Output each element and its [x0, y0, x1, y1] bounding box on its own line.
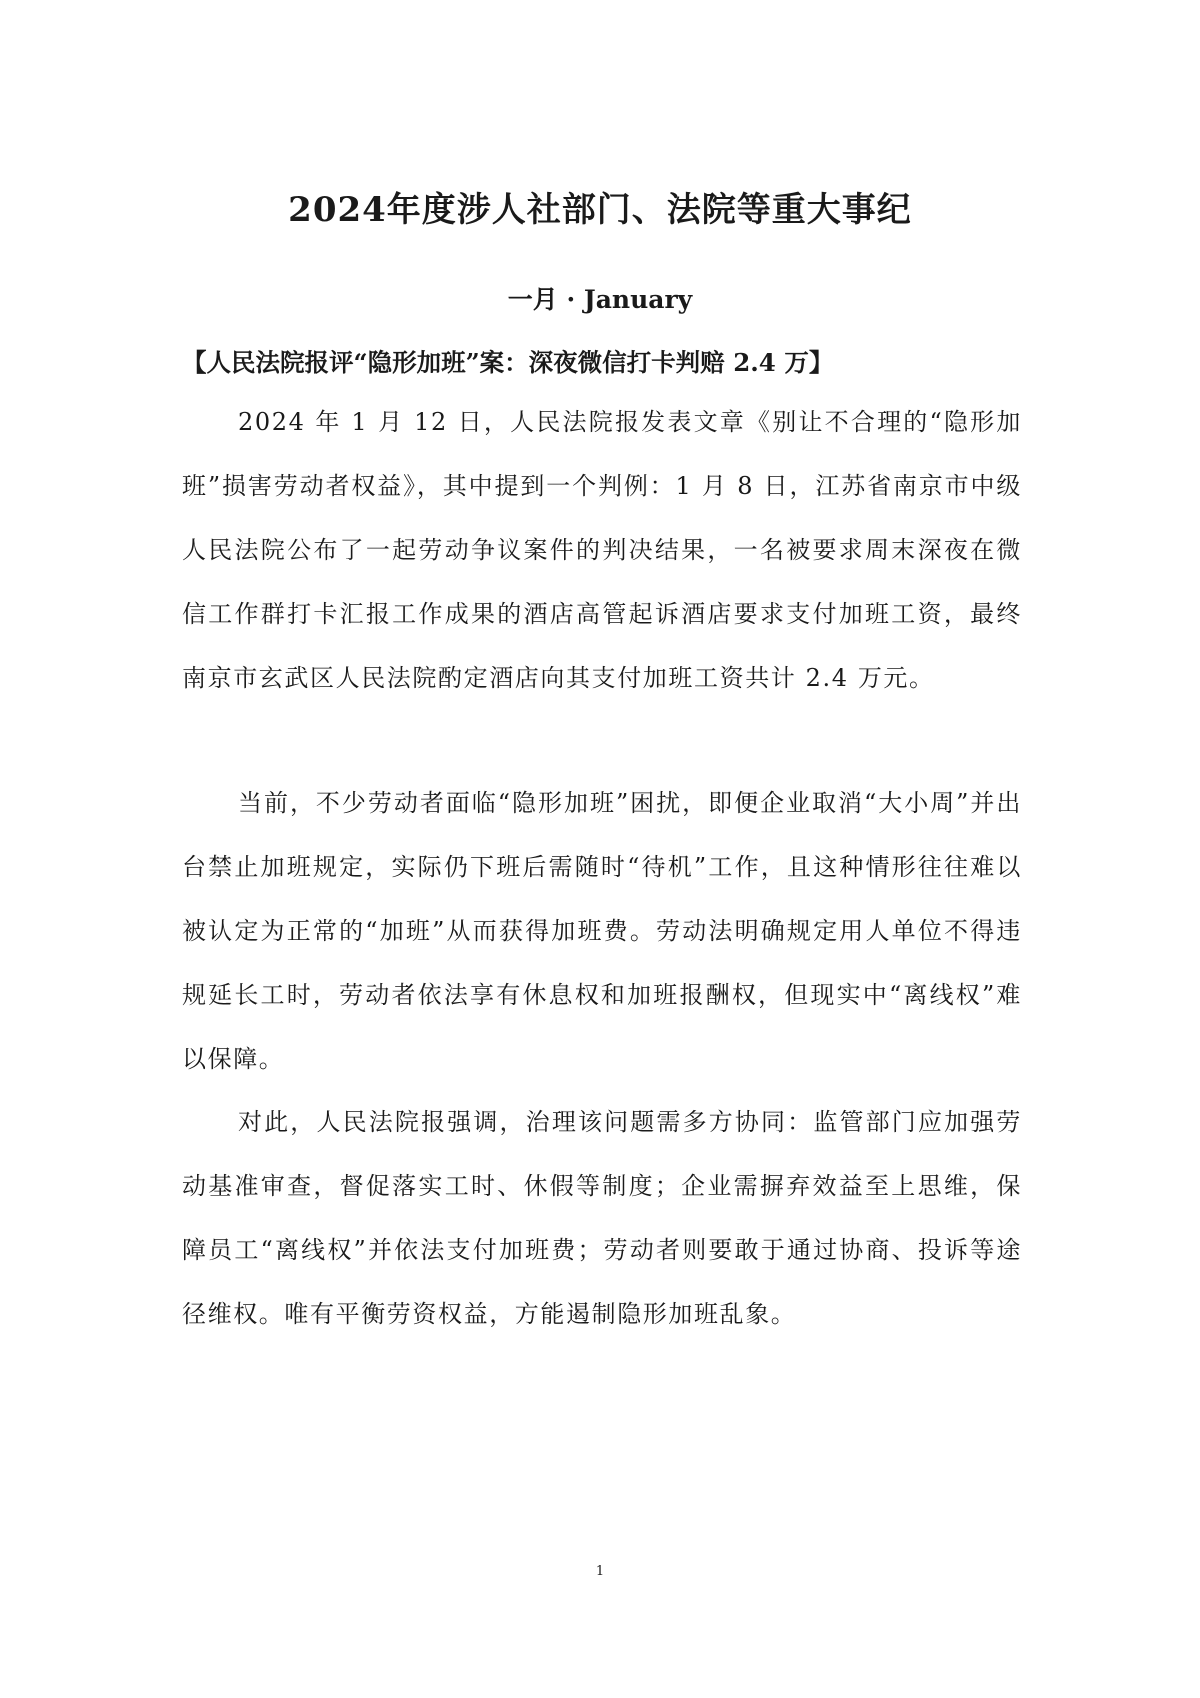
paragraph-2: 当前，不少劳动者面临“隐形加班”困扰，即便企业取消“大小周”并出台禁止加班规定，实际仍下班后需随时“待机”工作，且这种情形往往难以被认定为正常的“加班”从而获得加班费。劳动法明确规定用人单位不得违规延长工时，劳动者依法享有休息权和加班报酬权，但现实中“离线权”难以保障。 [182, 789, 1022, 1073]
paragraph-3: 对此，人民法院报强调，治理该问题需多方协同：监管部门应加强劳动基准审查，督促落实工时、休假等制度；企业需摒弃效益至上思维，保障员工“离线权”并依法支付加班费；劳动者则要敢于通过协商、投诉等途径维权。唯有平衡劳资权益，方能遏制隐形加班乱象。 [182, 1108, 1022, 1328]
paragraph-1: 2024 年 1 月 12 日，人民法院报发表文章《别让不合理的“隐形加班”损害劳动者权益》，其中提到一个判例：1 月 8 日，江苏省南京市中级人民法院公布了一起劳动争议案件的判决结果，一名被要求周末深夜在微信工作群打卡汇报工作成果的酒店高管起诉酒店要求支付加班工资，最终南京市玄武区人民法院酌定酒店向其支付加班工资共计 2.4 万元。 [182, 408, 1022, 692]
article-heading: 【人民法院报评“隐形加班”案：深夜微信打卡判赔 2.4 万】 [182, 348, 834, 377]
document-title: 2024年度涉人社部门、法院等重大事纪 [288, 190, 912, 230]
page-number: 1 [595, 1564, 605, 1579]
month-heading: 一月 · January [507, 285, 693, 314]
